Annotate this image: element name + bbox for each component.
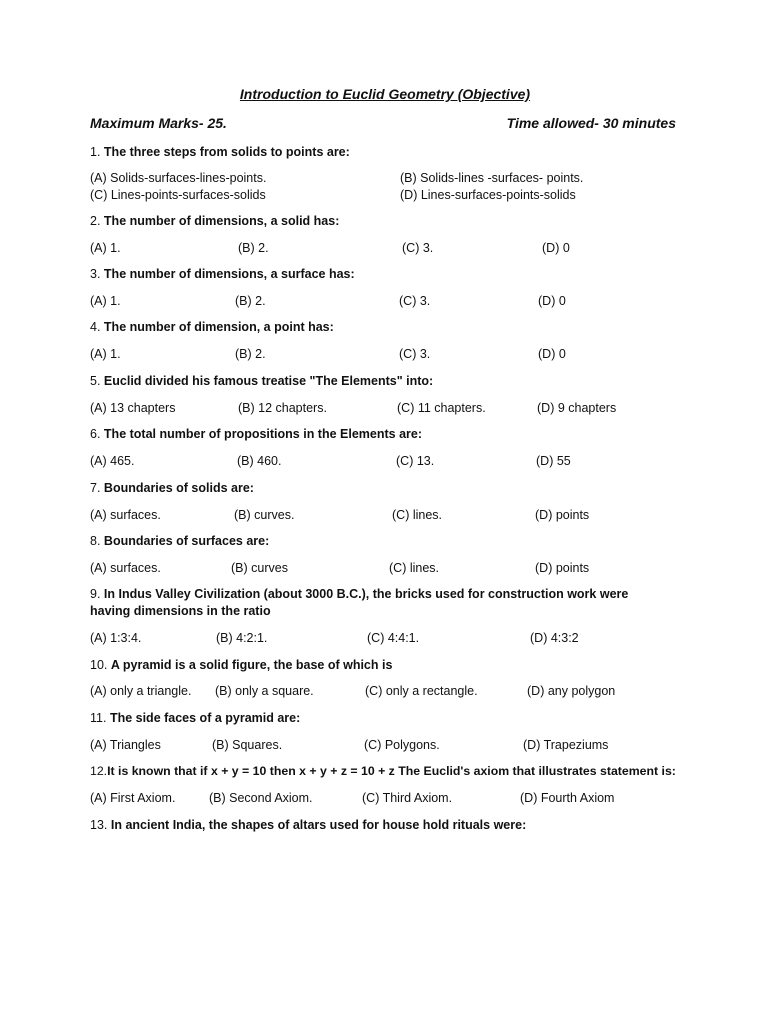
option-d: (D) 4:3:2	[530, 631, 579, 645]
option-d: (D) Fourth Axiom	[520, 791, 615, 805]
option-b: (B) curves	[231, 561, 288, 575]
option-d: (D) any polygon	[527, 684, 616, 698]
option-c: (C) lines.	[392, 508, 443, 522]
question-11: 11. The side faces of a pyramid are:	[90, 711, 301, 725]
option-d: (D) 0	[538, 347, 566, 361]
question-7-options	[90, 507, 680, 524]
option-a: (A) Solids-surfaces-lines-points.	[90, 171, 267, 185]
option-c: (C) Polygons.	[364, 738, 440, 752]
question-6: 6. The total number of propositions in the Elements are:	[90, 427, 423, 441]
question-9-options	[90, 630, 680, 647]
question-8-options	[90, 560, 680, 577]
option-c: (C) 3.	[402, 241, 434, 255]
option-a: (A) 1:3:4.	[90, 631, 142, 645]
question-5: 5. Euclid divided his famous treatise "The Elements" into:	[90, 374, 434, 388]
question-1-options-row-1	[90, 170, 680, 187]
option-a: (A) 1.	[90, 241, 121, 255]
option-a: (A) 13 chapters	[90, 401, 176, 415]
question-4-options	[90, 346, 680, 363]
question-3: 3. The number of dimensions, a surface has:	[90, 267, 355, 281]
question-12: 12.It is known that if x + y = 10 then x + y + z = 10 + z The Euclid's axiom that illustrates statement is:	[90, 764, 676, 778]
option-d: (D) 55	[536, 454, 571, 468]
option-d: (D) 9 chapters	[537, 401, 617, 415]
option-a: (A) surfaces.	[90, 561, 161, 575]
option-d: (D) 0	[538, 294, 566, 308]
maximum-marks: Maximum Marks- 25.	[90, 115, 227, 131]
question-10: 10. A pyramid is a solid figure, the base of which is	[90, 658, 393, 672]
option-b: (B) Solids-lines -surfaces- points.	[400, 171, 584, 185]
option-b: (B) 2.	[235, 347, 266, 361]
option-c: (C) Third Axiom.	[362, 791, 453, 805]
exam-meta	[90, 115, 676, 131]
option-d: (D) 0	[542, 241, 570, 255]
question-1-options-row-2	[90, 187, 680, 204]
page-title: Introduction to Euclid Geometry (Objective)	[239, 86, 531, 102]
option-d: (D) Trapeziums	[523, 738, 609, 752]
question-5-options	[90, 400, 680, 417]
option-b: (B) 4:2:1.	[216, 631, 268, 645]
option-b: (B) 2.	[238, 241, 269, 255]
question-13: 13. In ancient India, the shapes of altars used for house hold rituals were:	[90, 818, 527, 832]
option-b: (B) 12 chapters.	[238, 401, 327, 415]
option-a: (A) Triangles	[90, 738, 161, 752]
option-a: (A) 465.	[90, 454, 135, 468]
option-d: (D) points	[535, 508, 590, 522]
option-d: (D) points	[535, 561, 590, 575]
question-6-options	[90, 453, 680, 470]
option-c: (C) 13.	[396, 454, 435, 468]
option-a: (A) 1.	[90, 294, 121, 308]
question-8: 8. Boundaries of surfaces are:	[90, 534, 270, 548]
option-c: (C) 3.	[399, 294, 431, 308]
option-a: (A) only a triangle.	[90, 684, 192, 698]
option-b: (B) Second Axiom.	[209, 791, 313, 805]
option-c: (C) 11 chapters.	[397, 401, 486, 415]
option-c: (C) lines.	[389, 561, 440, 575]
question-1: 1. The three steps from solids to points are:	[90, 145, 350, 159]
option-c: (C) 4:4:1.	[367, 631, 420, 645]
question-2: 2. The number of dimensions, a solid has:	[90, 214, 340, 228]
question-10-options	[90, 683, 680, 700]
option-d: (D) Lines-surfaces-points-solids	[400, 188, 576, 202]
option-c: (C) Lines-points-surfaces-solids	[90, 188, 266, 202]
option-a: (A) surfaces.	[90, 508, 161, 522]
question-2-options	[90, 240, 680, 257]
option-a: (A) 1.	[90, 347, 121, 361]
question-paper	[90, 0, 680, 1024]
question-11-options	[90, 737, 680, 754]
time-allowed: Time allowed- 30 minutes	[506, 115, 676, 131]
option-b: (B) 460.	[237, 454, 282, 468]
question-9: 9. In Indus Valley Civilization (about 3000 B.C.), the bricks used for construction work were having dimensions in the ratio	[90, 587, 629, 618]
option-b: (B) Squares.	[212, 738, 283, 752]
question-3-options	[90, 293, 680, 310]
option-b: (B) curves.	[234, 508, 295, 522]
option-b: (B) 2.	[235, 294, 266, 308]
question-12-options	[90, 790, 680, 807]
option-c: (C) only a rectangle.	[365, 684, 478, 698]
question-4: 4. The number of dimension, a point has:	[90, 320, 334, 334]
question-7: 7. Boundaries of solids are:	[90, 481, 254, 495]
option-b: (B) only a square.	[215, 684, 314, 698]
option-c: (C) 3.	[399, 347, 431, 361]
option-a: (A) First Axiom.	[90, 791, 176, 805]
